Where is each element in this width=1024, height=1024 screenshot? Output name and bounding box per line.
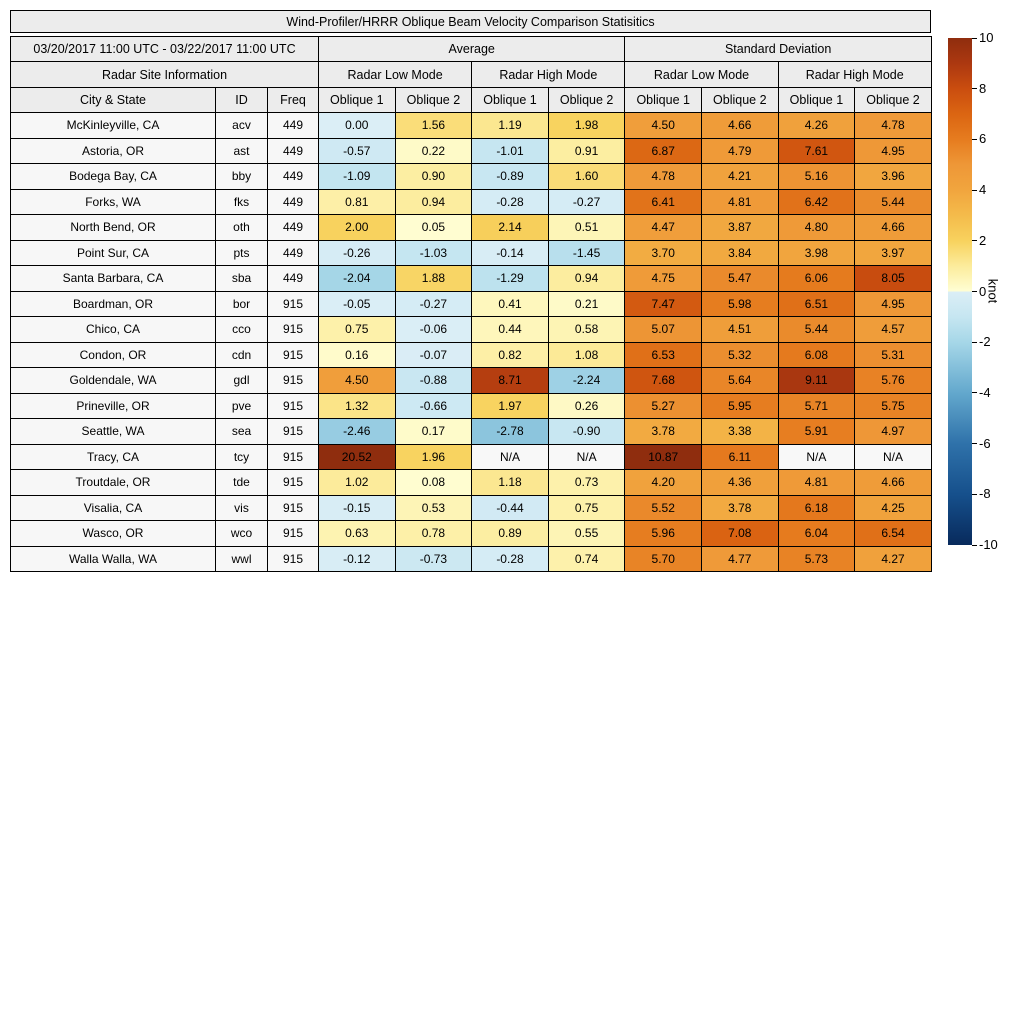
cell-value-avg-low-o2: -0.07 <box>395 342 472 368</box>
cell-value-sd-high-o2: 5.75 <box>855 393 932 419</box>
cell-id: bor <box>216 291 268 317</box>
cell-value-sd-low-o1: 5.70 <box>625 546 702 572</box>
cell-freq: 915 <box>268 546 319 572</box>
cell-city: Forks, WA <box>11 189 216 215</box>
cell-id: fks <box>216 189 268 215</box>
colorbar-tick <box>972 139 977 140</box>
cell-value-sd-low-o2: 4.79 <box>702 138 779 164</box>
cell-value-sd-high-o2: 4.78 <box>855 113 932 139</box>
table-row <box>11 113 932 139</box>
cell-value-avg-low-o2: 1.88 <box>395 266 472 292</box>
cell-freq: 449 <box>268 189 319 215</box>
colorbar-tick-label: 6 <box>979 131 987 147</box>
cell-value-avg-high-o1: 1.18 <box>472 470 549 496</box>
cell-value-avg-high-o1: 0.82 <box>472 342 549 368</box>
colorbar-tick-label: 0 <box>979 283 987 299</box>
cell-value-avg-low-o1: 4.50 <box>319 368 396 394</box>
table-row <box>11 495 932 521</box>
cell-value-sd-high-o1: 5.91 <box>778 419 855 445</box>
cell-value-avg-high-o2: 0.51 <box>548 215 625 241</box>
group-header-average: Average <box>319 37 625 62</box>
cell-id: cco <box>216 317 268 343</box>
colorbar-tick <box>972 38 977 39</box>
colorbar-tick <box>972 443 977 444</box>
cell-value-avg-high-o2: -0.27 <box>548 189 625 215</box>
cell-value-avg-low-o2: 0.05 <box>395 215 472 241</box>
cell-value-sd-low-o1: 7.68 <box>625 368 702 394</box>
cell-value-avg-low-o2: 0.78 <box>395 521 472 547</box>
cell-value-sd-high-o2: 4.57 <box>855 317 932 343</box>
freq-header: Freq <box>268 88 319 113</box>
colorbar-tick-label: -6 <box>979 435 991 451</box>
cell-freq: 449 <box>268 113 319 139</box>
cell-value-sd-high-o2: 6.54 <box>855 521 932 547</box>
sd-radar-high-mode-header: Radar High Mode <box>778 62 931 88</box>
cell-value-avg-high-o1: N/A <box>472 444 549 470</box>
cell-value-avg-high-o1: -2.78 <box>472 419 549 445</box>
table-row <box>11 164 932 190</box>
cell-id: gdl <box>216 368 268 394</box>
cell-value-sd-high-o2: 4.95 <box>855 291 932 317</box>
cell-value-sd-high-o2: 4.66 <box>855 470 932 496</box>
cell-value-sd-low-o1: 6.87 <box>625 138 702 164</box>
cell-value-avg-high-o1: -0.28 <box>472 546 549 572</box>
cell-freq: 915 <box>268 444 319 470</box>
cell-value-sd-low-o1: 5.96 <box>625 521 702 547</box>
cell-value-avg-low-o1: 0.81 <box>319 189 396 215</box>
cell-value-avg-low-o2: 0.17 <box>395 419 472 445</box>
cell-value-avg-high-o1: -0.14 <box>472 240 549 266</box>
cell-id: sea <box>216 419 268 445</box>
figure-title: Wind-Profiler/HRRR Oblique Beam Velocity Comparison Statisitics <box>10 10 931 33</box>
cell-value-avg-high-o1: 2.14 <box>472 215 549 241</box>
cell-value-sd-low-o2: 5.47 <box>702 266 779 292</box>
cell-value-avg-low-o2: 1.56 <box>395 113 472 139</box>
cell-freq: 915 <box>268 470 319 496</box>
cell-value-avg-low-o2: -0.06 <box>395 317 472 343</box>
cell-value-avg-low-o2: -0.66 <box>395 393 472 419</box>
cell-value-sd-high-o1: 4.81 <box>778 470 855 496</box>
cell-value-avg-low-o2: 0.53 <box>395 495 472 521</box>
cell-value-avg-low-o1: 0.75 <box>319 317 396 343</box>
cell-value-avg-low-o2: -0.27 <box>395 291 472 317</box>
cell-city: Troutdale, OR <box>11 470 216 496</box>
cell-value-avg-high-o2: 0.75 <box>548 495 625 521</box>
cell-value-sd-low-o1: 4.50 <box>625 113 702 139</box>
cell-value-avg-high-o2: 0.74 <box>548 546 625 572</box>
avg-high-oblique1-header: Oblique 1 <box>472 88 549 113</box>
cell-value-sd-high-o1: 6.08 <box>778 342 855 368</box>
table-row <box>11 215 932 241</box>
cell-freq: 915 <box>268 368 319 394</box>
cell-value-sd-low-o1: 5.07 <box>625 317 702 343</box>
colorbar-tick-label: 4 <box>979 182 987 198</box>
cell-city: Visalia, CA <box>11 495 216 521</box>
cell-city: Chico, CA <box>11 317 216 343</box>
cell-value-avg-high-o2: 1.98 <box>548 113 625 139</box>
cell-city: North Bend, OR <box>11 215 216 241</box>
cell-value-avg-high-o1: 0.44 <box>472 317 549 343</box>
cell-value-avg-high-o1: 8.71 <box>472 368 549 394</box>
cell-value-sd-high-o2: 3.97 <box>855 240 932 266</box>
cell-id: vis <box>216 495 268 521</box>
cell-value-avg-low-o1: 1.32 <box>319 393 396 419</box>
cell-value-sd-low-o1: 3.78 <box>625 419 702 445</box>
cell-value-sd-low-o1: 4.20 <box>625 470 702 496</box>
cell-value-sd-low-o2: 5.95 <box>702 393 779 419</box>
cell-city: Point Sur, CA <box>11 240 216 266</box>
cell-value-avg-low-o2: -0.73 <box>395 546 472 572</box>
cell-value-sd-high-o1: 5.16 <box>778 164 855 190</box>
cell-id: bby <box>216 164 268 190</box>
cell-value-avg-low-o2: 0.08 <box>395 470 472 496</box>
cell-value-sd-low-o2: 4.81 <box>702 189 779 215</box>
cell-value-avg-low-o1: -0.26 <box>319 240 396 266</box>
cell-value-sd-high-o1: 5.71 <box>778 393 855 419</box>
cell-id: cdn <box>216 342 268 368</box>
cell-value-sd-low-o1: 6.41 <box>625 189 702 215</box>
table-row <box>11 546 932 572</box>
cell-value-sd-low-o2: 4.77 <box>702 546 779 572</box>
cell-value-avg-low-o1: -2.04 <box>319 266 396 292</box>
cell-freq: 449 <box>268 138 319 164</box>
table-row <box>11 266 932 292</box>
sd-low-oblique1-header: Oblique 1 <box>625 88 702 113</box>
cell-freq: 915 <box>268 393 319 419</box>
cell-city: Santa Barbara, CA <box>11 266 216 292</box>
table-row <box>11 521 932 547</box>
cell-freq: 915 <box>268 317 319 343</box>
table-row <box>11 444 932 470</box>
cell-value-avg-high-o2: 0.73 <box>548 470 625 496</box>
cell-value-sd-low-o1: 4.75 <box>625 266 702 292</box>
cell-value-avg-high-o2: 0.21 <box>548 291 625 317</box>
cell-value-sd-low-o2: 3.78 <box>702 495 779 521</box>
cell-value-avg-low-o1: -0.57 <box>319 138 396 164</box>
cell-city: Walla Walla, WA <box>11 546 216 572</box>
cell-id: wco <box>216 521 268 547</box>
table-row <box>11 368 932 394</box>
cell-city: Goldendale, WA <box>11 368 216 394</box>
table-row <box>11 470 932 496</box>
cell-value-avg-high-o2: 1.60 <box>548 164 625 190</box>
table-row <box>11 138 932 164</box>
cell-value-sd-low-o2: 6.11 <box>702 444 779 470</box>
sd-low-oblique2-header: Oblique 2 <box>702 88 779 113</box>
id-header: ID <box>216 88 268 113</box>
cell-value-avg-low-o1: -0.05 <box>319 291 396 317</box>
cell-value-avg-high-o2: -2.24 <box>548 368 625 394</box>
cell-city: Astoria, OR <box>11 138 216 164</box>
group-header-standard-deviation: Standard Deviation <box>625 37 931 62</box>
avg-high-oblique2-header: Oblique 2 <box>548 88 625 113</box>
cell-value-avg-high-o1: -0.28 <box>472 189 549 215</box>
cell-value-sd-low-o1: 5.52 <box>625 495 702 521</box>
cell-city: Condon, OR <box>11 342 216 368</box>
cell-value-sd-low-o2: 5.32 <box>702 342 779 368</box>
avg-low-oblique2-header: Oblique 2 <box>395 88 472 113</box>
cell-id: tde <box>216 470 268 496</box>
cell-value-avg-high-o1: 0.41 <box>472 291 549 317</box>
cell-value-sd-high-o1: 6.51 <box>778 291 855 317</box>
cell-value-sd-high-o2: 8.05 <box>855 266 932 292</box>
cell-value-sd-high-o2: 4.95 <box>855 138 932 164</box>
cell-value-avg-low-o1: -2.46 <box>319 419 396 445</box>
cell-value-avg-high-o2: -1.45 <box>548 240 625 266</box>
cell-value-avg-low-o2: 0.22 <box>395 138 472 164</box>
cell-freq: 915 <box>268 419 319 445</box>
cell-id: wwl <box>216 546 268 572</box>
cell-freq: 449 <box>268 215 319 241</box>
cell-value-avg-high-o1: -0.89 <box>472 164 549 190</box>
cell-value-avg-low-o1: 20.52 <box>319 444 396 470</box>
header-row-columns <box>11 88 932 113</box>
cell-value-avg-low-o2: 0.90 <box>395 164 472 190</box>
cell-value-sd-high-o2: 4.27 <box>855 546 932 572</box>
colorbar-tick-label: -2 <box>979 334 991 350</box>
cell-value-sd-high-o2: 5.31 <box>855 342 932 368</box>
colorbar-tick <box>972 545 977 546</box>
cell-city: Tracy, CA <box>11 444 216 470</box>
cell-value-sd-low-o2: 5.64 <box>702 368 779 394</box>
cell-value-sd-high-o1: 6.18 <box>778 495 855 521</box>
colorbar-unit-label: knot <box>985 278 1001 304</box>
cell-value-avg-low-o1: 1.02 <box>319 470 396 496</box>
colorbar-tick <box>972 392 977 393</box>
cell-value-avg-high-o2: 0.94 <box>548 266 625 292</box>
cell-city: Prineville, OR <box>11 393 216 419</box>
cell-value-avg-low-o2: 1.96 <box>395 444 472 470</box>
cell-value-sd-low-o1: 7.47 <box>625 291 702 317</box>
table-row <box>11 342 932 368</box>
cell-id: ast <box>216 138 268 164</box>
cell-value-sd-low-o1: 3.70 <box>625 240 702 266</box>
colorbar-tick <box>972 494 977 495</box>
cell-value-sd-high-o1: N/A <box>778 444 855 470</box>
cell-id: sba <box>216 266 268 292</box>
colorbar-tick <box>972 88 977 89</box>
cell-value-avg-high-o2: 0.91 <box>548 138 625 164</box>
cell-value-avg-low-o1: -1.09 <box>319 164 396 190</box>
table-row <box>11 189 932 215</box>
cell-value-sd-high-o1: 5.73 <box>778 546 855 572</box>
cell-value-avg-high-o1: 1.97 <box>472 393 549 419</box>
cell-value-sd-low-o1: 6.53 <box>625 342 702 368</box>
avg-radar-low-mode-header: Radar Low Mode <box>319 62 472 88</box>
cell-value-avg-low-o1: -0.12 <box>319 546 396 572</box>
header-row-groups <box>11 37 932 62</box>
cell-value-sd-low-o1: 4.47 <box>625 215 702 241</box>
colorbar-tick <box>972 190 977 191</box>
cell-value-sd-high-o1: 9.11 <box>778 368 855 394</box>
table-row <box>11 317 932 343</box>
sd-radar-low-mode-header: Radar Low Mode <box>625 62 778 88</box>
cell-value-avg-high-o2: 0.55 <box>548 521 625 547</box>
cell-freq: 449 <box>268 164 319 190</box>
city-state-header: City & State <box>11 88 216 113</box>
cell-value-sd-low-o2: 4.36 <box>702 470 779 496</box>
cell-value-sd-high-o2: 4.66 <box>855 215 932 241</box>
cell-value-sd-low-o2: 5.98 <box>702 291 779 317</box>
date-range: 03/20/2017 11:00 UTC - 03/22/2017 11:00 UTC <box>11 37 319 62</box>
cell-value-sd-low-o2: 4.66 <box>702 113 779 139</box>
cell-value-sd-high-o1: 6.42 <box>778 189 855 215</box>
cell-freq: 449 <box>268 266 319 292</box>
cell-value-sd-high-o1: 7.61 <box>778 138 855 164</box>
cell-city: Boardman, OR <box>11 291 216 317</box>
cell-city: McKinleyville, CA <box>11 113 216 139</box>
table-row <box>11 393 932 419</box>
cell-value-avg-high-o2: 1.08 <box>548 342 625 368</box>
cell-value-avg-high-o1: -0.44 <box>472 495 549 521</box>
cell-value-sd-low-o2: 4.51 <box>702 317 779 343</box>
cell-value-sd-high-o2: 4.97 <box>855 419 932 445</box>
cell-value-avg-high-o2: 0.26 <box>548 393 625 419</box>
cell-value-sd-high-o1: 5.44 <box>778 317 855 343</box>
cell-freq: 449 <box>268 240 319 266</box>
table-row <box>11 291 932 317</box>
cell-value-sd-high-o2: 3.96 <box>855 164 932 190</box>
cell-value-avg-low-o2: -0.88 <box>395 368 472 394</box>
cell-value-avg-high-o2: 0.58 <box>548 317 625 343</box>
cell-value-sd-low-o2: 3.84 <box>702 240 779 266</box>
cell-value-sd-high-o1: 4.80 <box>778 215 855 241</box>
avg-low-oblique1-header: Oblique 1 <box>319 88 396 113</box>
cell-value-sd-high-o2: 4.25 <box>855 495 932 521</box>
cell-value-avg-high-o1: 1.19 <box>472 113 549 139</box>
cell-value-sd-high-o1: 3.98 <box>778 240 855 266</box>
cell-freq: 915 <box>268 521 319 547</box>
cell-value-sd-high-o2: 5.44 <box>855 189 932 215</box>
cell-id: pts <box>216 240 268 266</box>
cell-city: Bodega Bay, CA <box>11 164 216 190</box>
table-row <box>11 419 932 445</box>
cell-value-sd-low-o1: 5.27 <box>625 393 702 419</box>
cell-value-sd-high-o2: 5.76 <box>855 368 932 394</box>
colorbar-tick <box>972 291 977 292</box>
cell-freq: 915 <box>268 291 319 317</box>
cell-value-sd-high-o1: 6.06 <box>778 266 855 292</box>
cell-value-sd-low-o2: 3.38 <box>702 419 779 445</box>
sd-high-oblique2-header: Oblique 2 <box>855 88 932 113</box>
cell-value-sd-low-o2: 4.21 <box>702 164 779 190</box>
header-row-modes <box>11 62 932 88</box>
cell-city: Wasco, OR <box>11 521 216 547</box>
sd-high-oblique1-header: Oblique 1 <box>778 88 855 113</box>
colorbar-tick-label: -8 <box>979 486 991 502</box>
cell-value-avg-high-o1: -1.29 <box>472 266 549 292</box>
cell-value-avg-low-o1: 0.00 <box>319 113 396 139</box>
colorbar-tick-label: 2 <box>979 232 987 248</box>
cell-city: Seattle, WA <box>11 419 216 445</box>
comparison-table <box>10 36 932 572</box>
colorbar-tick-label: 8 <box>979 80 987 96</box>
cell-id: oth <box>216 215 268 241</box>
cell-value-sd-low-o1: 10.87 <box>625 444 702 470</box>
cell-value-sd-low-o2: 7.08 <box>702 521 779 547</box>
cell-id: tcy <box>216 444 268 470</box>
cell-value-avg-low-o1: -0.15 <box>319 495 396 521</box>
colorbar-tick-label: 10 <box>979 30 994 45</box>
cell-value-avg-low-o1: 0.63 <box>319 521 396 547</box>
cell-id: pve <box>216 393 268 419</box>
cell-value-avg-high-o1: -1.01 <box>472 138 549 164</box>
colorbar-tick <box>972 240 977 241</box>
cell-value-avg-low-o2: 0.94 <box>395 189 472 215</box>
cell-value-sd-low-o1: 4.78 <box>625 164 702 190</box>
colorbar-tick-label: -10 <box>979 537 998 552</box>
colorbar <box>948 38 972 545</box>
table-row <box>11 240 932 266</box>
cell-value-avg-low-o2: -1.03 <box>395 240 472 266</box>
avg-radar-high-mode-header: Radar High Mode <box>472 62 625 88</box>
radar-site-information-header: Radar Site Information <box>11 62 319 88</box>
cell-value-avg-high-o2: -0.90 <box>548 419 625 445</box>
cell-value-avg-high-o2: N/A <box>548 444 625 470</box>
cell-value-avg-high-o1: 0.89 <box>472 521 549 547</box>
cell-value-avg-low-o1: 2.00 <box>319 215 396 241</box>
colorbar-tick-label: -4 <box>979 384 991 400</box>
cell-freq: 915 <box>268 495 319 521</box>
colorbar-tick <box>972 342 977 343</box>
cell-value-sd-high-o1: 4.26 <box>778 113 855 139</box>
cell-value-sd-low-o2: 3.87 <box>702 215 779 241</box>
cell-freq: 915 <box>268 342 319 368</box>
cell-value-avg-low-o1: 0.16 <box>319 342 396 368</box>
cell-id: acv <box>216 113 268 139</box>
cell-value-sd-high-o2: N/A <box>855 444 932 470</box>
cell-value-sd-high-o1: 6.04 <box>778 521 855 547</box>
